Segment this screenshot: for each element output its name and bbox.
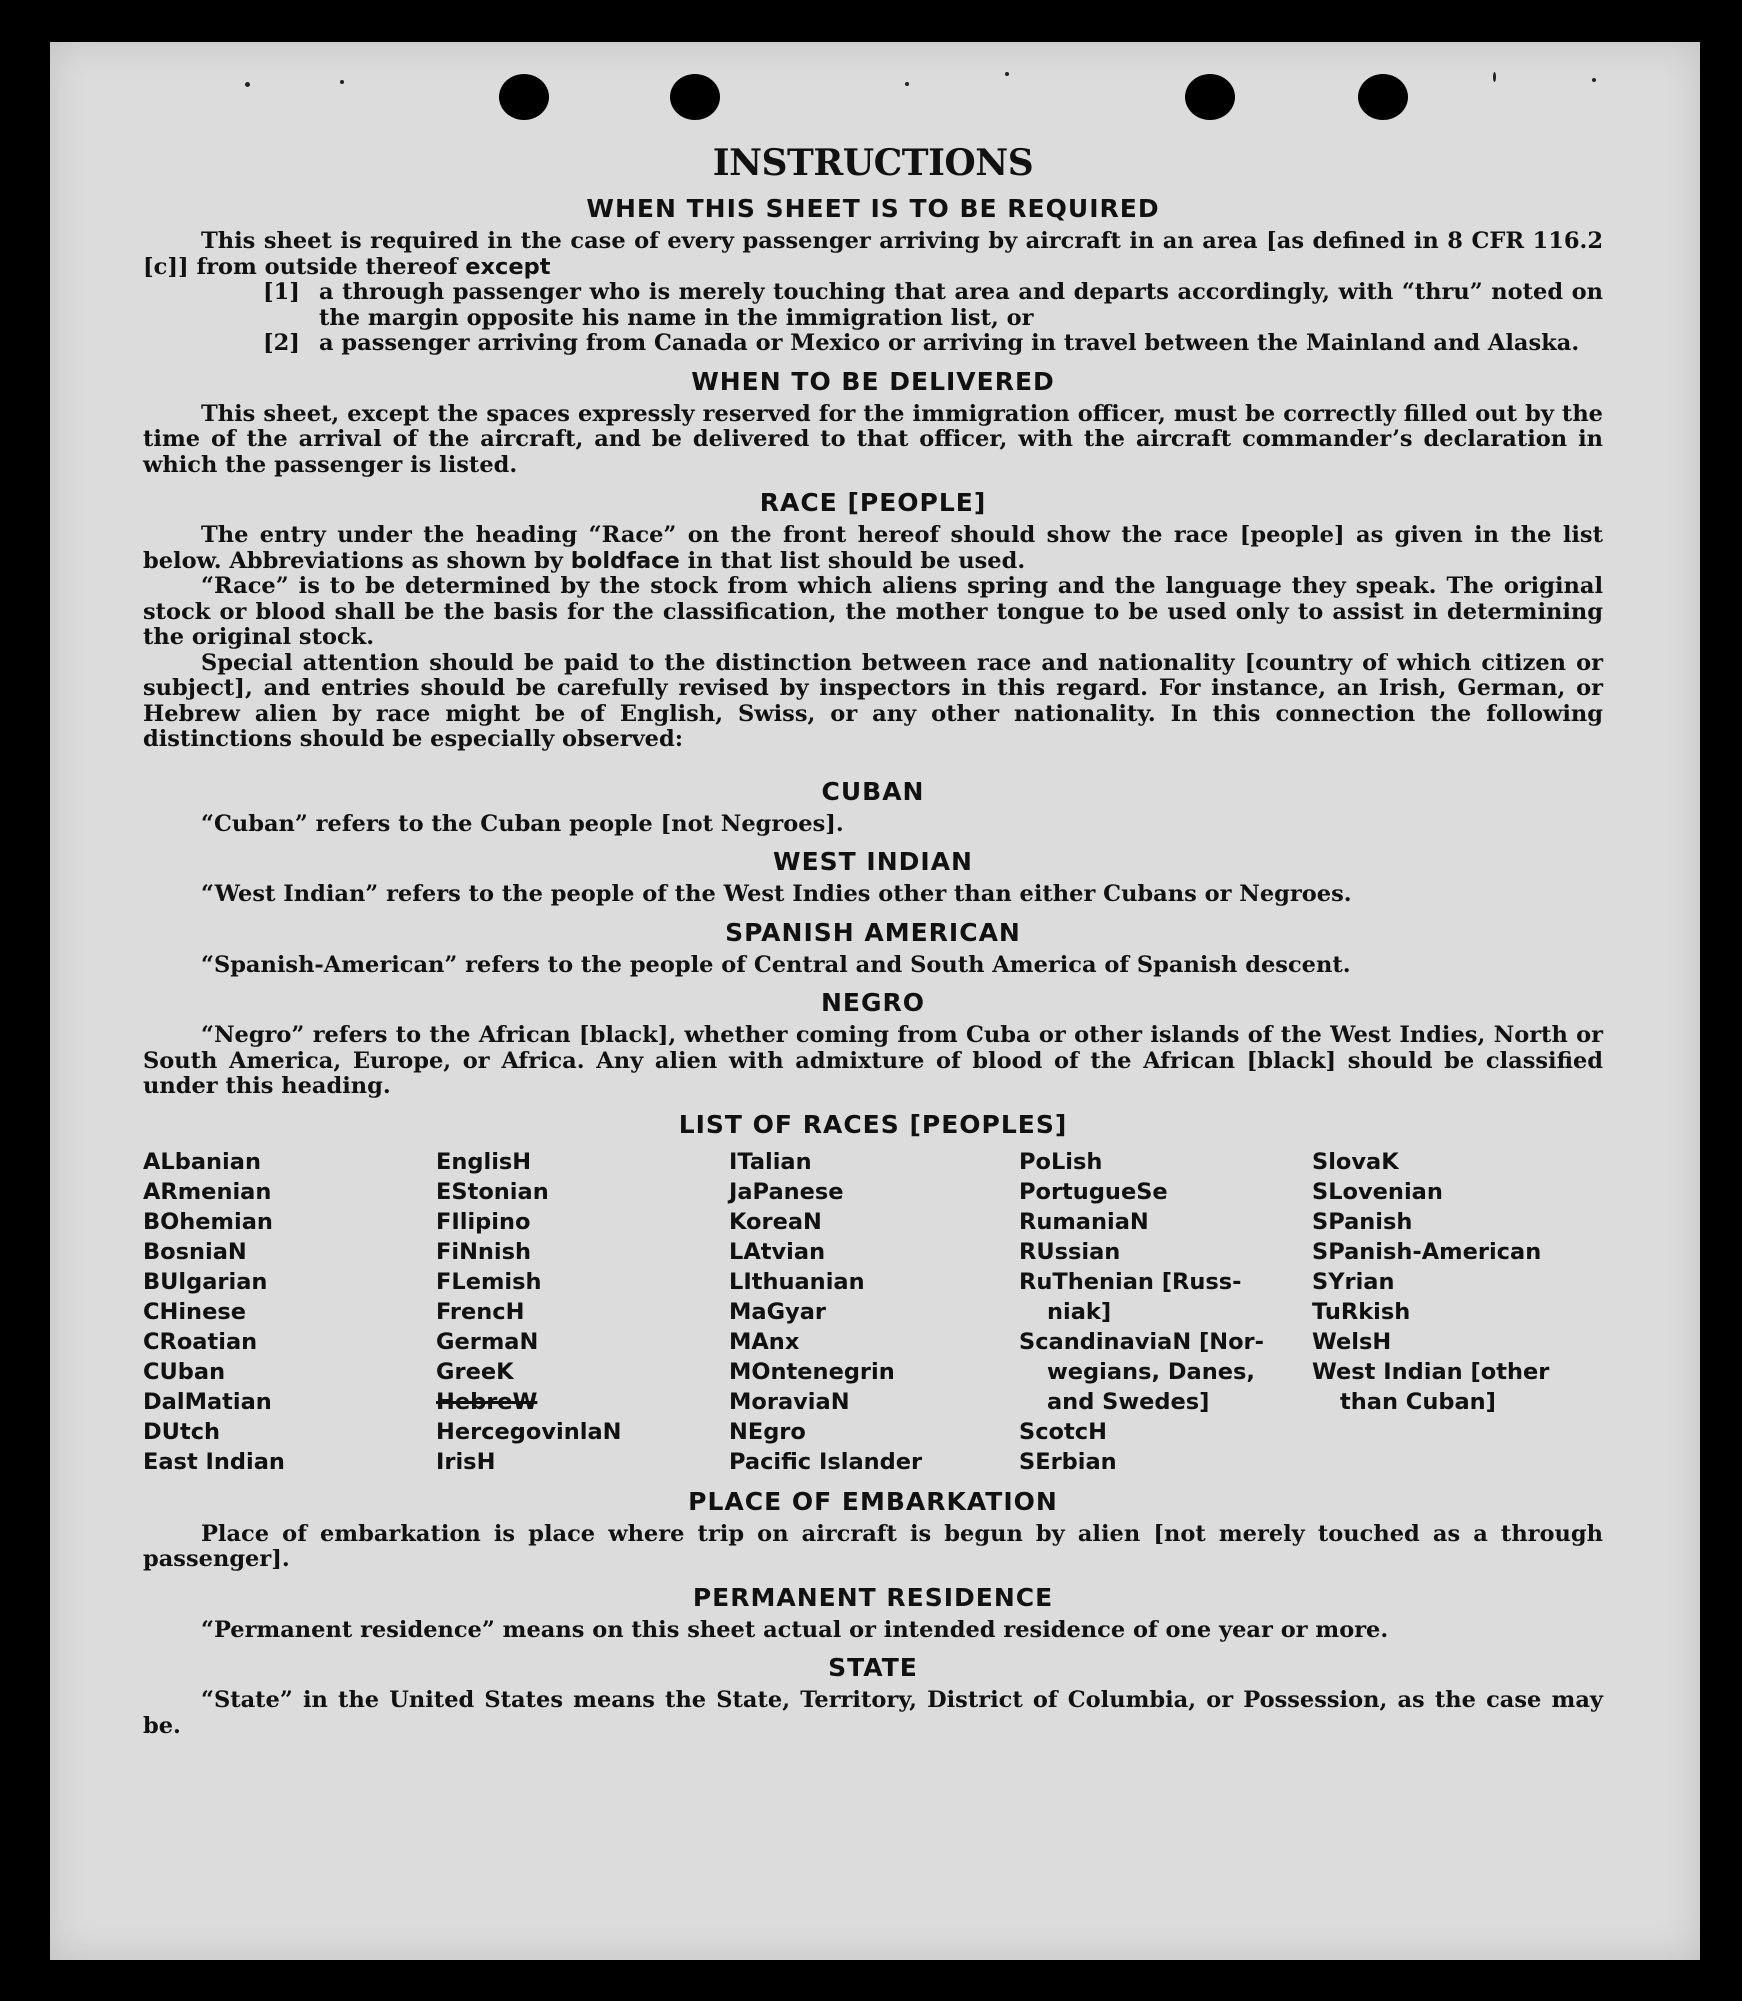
race-entry: EStonian	[436, 1178, 549, 1205]
race-entry: Pacific Islander	[729, 1448, 923, 1475]
races-column-5	[1312, 1147, 1603, 1477]
speck	[1592, 78, 1596, 82]
race-entry: East Indian	[143, 1448, 285, 1475]
race-entry: FrencH	[436, 1298, 525, 1325]
race-entry: MoraviaN	[729, 1388, 850, 1415]
state-text: “State” in the United States means the State, Territory, District of Columbia, or Possession, as the case may be.	[143, 1687, 1603, 1739]
race-entry: ITalian	[729, 1148, 812, 1175]
section-heading-west-indian: WEST INDIAN	[773, 847, 973, 876]
race-entry: MaGyar	[729, 1298, 826, 1325]
spanish-american-text: “Spanish-American” refers to the people of Central and South America of Spanish descent.	[201, 951, 1351, 978]
race-paragraph-3: Special attention should be paid to the distinction between race and nationality [country of which citizen or subject], and entries should be carefully revised by inspectors in this regard. For instance, an Irish, German, or Hebrew alien by race might be of English, Swiss, or any other nationality. In this connection the following distinctions should be especially observed:	[143, 649, 1603, 752]
race-entry: EnglisH	[436, 1148, 532, 1175]
races-column-4	[1019, 1147, 1312, 1477]
races-column-1	[143, 1147, 436, 1477]
race-entry: IrisH	[436, 1448, 496, 1475]
section-heading-list-of-races: LIST OF RACES [PEOPLES]	[678, 1109, 1068, 1139]
punch-hole	[670, 74, 720, 120]
exception-item: [2] a passenger arriving from Canada or Mexico or arriving in travel between the Mainland and Alaska.	[263, 330, 1580, 356]
race-entry-continuation: and Swedes]	[1047, 1388, 1210, 1415]
race-entry: SPanish	[1312, 1208, 1413, 1235]
race-entry: TuRkish	[1312, 1298, 1411, 1325]
section-heading-cuban: CUBAN	[821, 776, 925, 806]
race-entry: SLovenian	[1312, 1178, 1443, 1205]
instructions-content	[143, 142, 1603, 1739]
negro-text: “Negro” refers to the African [black], whether coming from Cuba or other islands of the West Indies, North or South America, Europe, or Africa. Any alien with admixture of blood of the African [black] should be classified under this heading.	[143, 1022, 1603, 1099]
document-sheet	[50, 42, 1700, 1960]
race-entry: HercegovinlaN	[436, 1418, 622, 1445]
page-title: INSTRUCTIONS	[712, 142, 1034, 184]
race-entry: DalMatian	[143, 1388, 272, 1415]
section-heading-delivered: WHEN TO BE DELIVERED	[691, 366, 1055, 396]
section-heading-negro: NEGRO	[820, 988, 926, 1017]
race-entry: CUban	[143, 1358, 226, 1385]
race-entry: BOhemian	[143, 1208, 273, 1235]
section-heading-residence: PERMANENT RESIDENCE	[692, 1582, 1054, 1612]
race-entry: RUssian	[1019, 1238, 1121, 1265]
cuban-text: “Cuban” refers to the Cuban people [not Negroes].	[201, 810, 844, 837]
race-entry: SYrian	[1312, 1268, 1395, 1295]
exception-item: [1] a through passenger who is merely touching that area and departs accordingly, with “thru” noted on the margin opposite his name in the immigration list, or	[263, 279, 1603, 331]
race-entry: BosniaN	[143, 1238, 247, 1265]
race-entry: MAnx	[729, 1328, 800, 1355]
race-entry: PortugueSe	[1019, 1178, 1168, 1205]
required-intro: This sheet is required in the case of every passenger arriving by aircraft in an area [as defined in 8 CFR 116.2 [c]] from outside thereof except	[143, 228, 1603, 280]
race-entry: GermaN	[436, 1328, 539, 1355]
race-entry: LIthuanian	[729, 1268, 865, 1295]
speck	[245, 82, 250, 87]
race-entry: ALbanian	[143, 1148, 261, 1175]
race-entry-continuation: wegians, Danes,	[1047, 1358, 1255, 1385]
punch-hole	[1358, 74, 1408, 120]
speck	[1493, 72, 1496, 82]
section-heading-required: WHEN THIS SHEET IS TO BE REQUIRED	[586, 194, 1160, 223]
race-entry: RuThenian [Russ-	[1019, 1268, 1242, 1295]
races-list	[143, 1147, 1603, 1477]
race-entry: PoLish	[1019, 1148, 1103, 1175]
west-indian-text: “West Indian” refers to the people of the West Indies other than either Cubans or Negroes.	[201, 881, 1352, 907]
races-column-3	[729, 1147, 1019, 1477]
race-entry: LAtvian	[729, 1238, 826, 1265]
race-entry-continuation: than Cuban]	[1340, 1388, 1496, 1415]
delivered-text: This sheet, except the spaces expressly reserved for the immigration officer, must be correctly filled out by the time of the arrival of the aircraft, and be delivered to that officer, with the aircraft commander’s declaration in which the passenger is listed.	[143, 400, 1603, 478]
race-entry: FiNnish	[436, 1238, 532, 1265]
section-heading-embarkation: PLACE OF EMBARKATION	[688, 1486, 1058, 1516]
race-entry: CRoatian	[143, 1328, 258, 1355]
punch-hole	[499, 74, 549, 120]
race-entry: West Indian [other	[1312, 1358, 1550, 1385]
race-entry-continuation: niak]	[1047, 1298, 1112, 1325]
race-entry: ScotcH	[1019, 1418, 1107, 1445]
race-entry: ScandinaviaN [Nor-	[1019, 1328, 1264, 1355]
race-entry: SlovaK	[1312, 1148, 1399, 1175]
embarkation-text: Place of embarkation is place where trip on aircraft is begun by alien [not merely touched as a through passenger].	[143, 1520, 1603, 1572]
race-entry: MOntenegrin	[729, 1358, 895, 1385]
race-paragraph-1: The entry under the heading “Race” on the front hereof should show the race [people] as given in the list below. Abbreviations as shown by boldface in that list should be used.	[143, 522, 1603, 574]
race-entry: SErbian	[1019, 1448, 1117, 1475]
race-entry-struck: HebreW	[436, 1388, 538, 1415]
race-entry: DUtch	[143, 1418, 221, 1445]
race-entry: RumaniaN	[1019, 1208, 1149, 1235]
race-entry: FLemish	[436, 1268, 542, 1295]
section-heading-state: STATE	[828, 1653, 918, 1682]
speck	[340, 80, 344, 84]
residence-text: “Permanent residence” means on this sheet actual or intended residence of one year or more.	[201, 1616, 1389, 1643]
race-entry: JaPanese	[729, 1178, 844, 1205]
race-entry: CHinese	[143, 1298, 246, 1325]
race-entry: ARmenian	[143, 1178, 272, 1205]
races-column-2	[436, 1147, 729, 1477]
race-entry: GreeK	[436, 1358, 514, 1385]
speck	[1005, 72, 1009, 76]
race-entry: FIlipino	[436, 1208, 531, 1235]
race-entry: WelsH	[1312, 1328, 1392, 1355]
race-entry: SPanish-American	[1312, 1238, 1542, 1265]
race-entry: NEgro	[729, 1418, 806, 1445]
section-heading-spanish-american: SPANISH AMERICAN	[725, 917, 1021, 947]
punch-hole	[1185, 74, 1235, 120]
race-entry: BUlgarian	[143, 1268, 268, 1295]
race-entry: KoreaN	[729, 1208, 822, 1235]
exception-list	[263, 280, 1603, 357]
section-heading-race: RACE [PEOPLE]	[759, 488, 987, 517]
race-paragraph-2: “Race” is to be determined by the stock from which aliens spring and the language they speak. The original stock or blood shall be the basis for the classification, the mother tongue to be used only to assist in determining the original stock.	[143, 573, 1603, 650]
speck	[905, 82, 909, 86]
